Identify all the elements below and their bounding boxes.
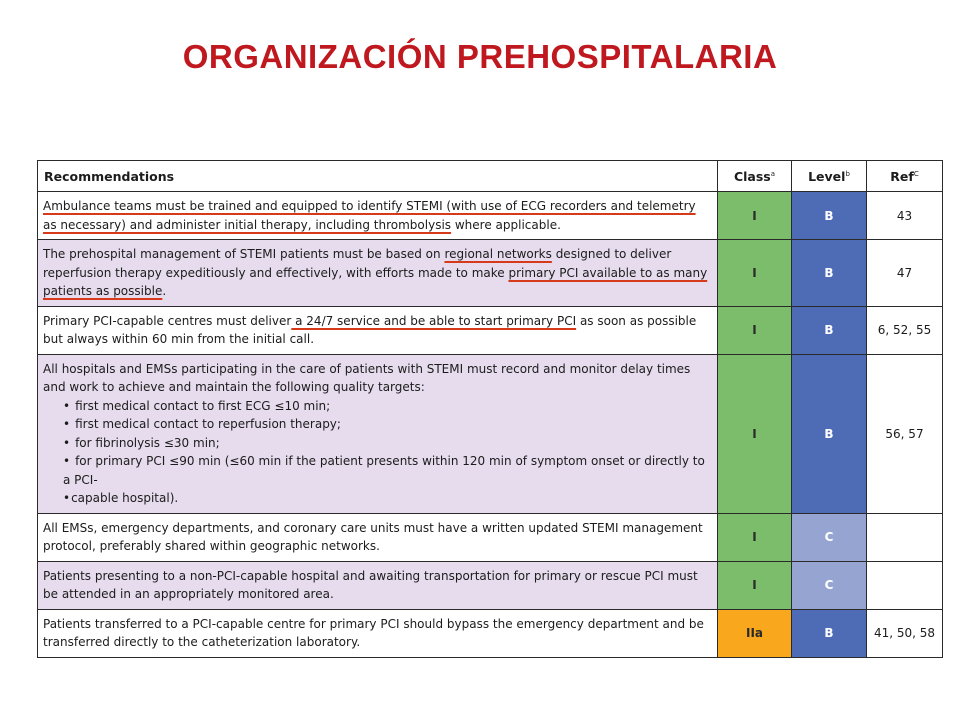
recommendations-table (37, 160, 943, 658)
recommendation-text: Primary PCI-capable centres must deliver a 24/7 service and be able to start primary PCI as soon as possible but always within 60 min from the initial call. (38, 306, 718, 354)
recommendation-text: All EMSs, emergency departments, and coronary care units must have a written updated STEMI management protocol, preferably shared within geographic networks. (38, 513, 718, 561)
header-level: Level$^b$ (792, 161, 867, 192)
recommendation-text: Ambulance teams must be trained and equipped to identify STEMI (with use of ECG recorders and telemetry as necessary) and administer initial therapy, including thrombolysis where applicable. (38, 192, 718, 240)
ref-cell (867, 513, 943, 561)
ref-cell: 43 (867, 192, 943, 240)
underlined-phrase: primary PCI available to as many patients as possible (43, 265, 708, 298)
header-level-footnote: b (845, 169, 850, 178)
table-row (38, 609, 943, 657)
level-cell: B (792, 192, 867, 240)
underlined-phrase: a 24/7 service and be able to start primary PCI (291, 313, 577, 328)
header-recommendations: Recommendations (38, 161, 718, 192)
header-class-footnote: a (770, 169, 776, 178)
level-cell: B (792, 240, 867, 307)
recommendation-text: Patients transferred to a PCI-capable centre for primary PCI should bypass the emergency department and be transferred directly to the catheterization laboratory. (38, 609, 718, 657)
ref-cell (867, 561, 943, 609)
header-class: Class$^a$ (718, 161, 792, 192)
recommendation-text (38, 354, 718, 513)
list-item-continuation: • capable hospital). (63, 489, 711, 508)
level-cell: B (792, 354, 867, 513)
ref-cell: 56, 57 (867, 354, 943, 513)
class-cell: I (718, 513, 792, 561)
quality-targets-intro: All hospitals and EMSs participating in the care of patients with STEMI must record and monitor delay times and work to achieve and maintain the following quality targets: (43, 361, 691, 394)
class-cell: I (718, 240, 792, 307)
ref-cell: 6, 52, 55 (867, 306, 943, 354)
list-item: • for primary PCI ≤90 min (≤60 min if the patient presents within 120 min of symptom onset or directly to a PCI- (63, 452, 711, 489)
class-cell: I (718, 561, 792, 609)
slide-title: ORGANIZACIÓN PREHOSPITALARIA (182, 38, 778, 75)
header-ref: Ref$^C$ (867, 161, 943, 192)
class-cell: I (718, 306, 792, 354)
list-item: • first medical contact to reperfusion therapy; (63, 415, 711, 434)
table-header-row (38, 161, 943, 192)
table-row (38, 306, 943, 354)
ref-cell: 47 (867, 240, 943, 307)
header-ref-footnote: C (913, 169, 919, 178)
quality-targets-list (43, 397, 711, 508)
list-item: • first medical contact to first ECG ≤10 min; (63, 397, 711, 416)
underlined-phrase: regional networks (444, 247, 552, 261)
recommendation-text: Patients presenting to a non-PCI-capable hospital and awaiting transportation for primary or rescue PCI must be attended in an appropriately monitored area. (38, 561, 718, 609)
underlined-phrase: Ambulance teams must be trained and equipped to identify STEMI (with use of ECG recorders and telemetry as necessary) and administer initial therapy, including thrombolysis (43, 199, 696, 232)
level-cell: B (792, 609, 867, 657)
table-row (38, 192, 943, 240)
class-cell: IIa (718, 609, 792, 657)
table-row (38, 513, 943, 561)
level-cell: C (792, 561, 867, 609)
class-cell: I (718, 192, 792, 240)
table-row (38, 354, 943, 513)
table-row (38, 561, 943, 609)
list-item: • for fibrinolysis ≤30 min; (63, 434, 711, 453)
table-row (38, 240, 943, 307)
recommendation-text: The prehospital management of STEMI patients must be based on regional networks designed to deliver reperfusion therapy expeditiously and effectively, with efforts made to make primary PCI available to as many patients as possible. (38, 240, 718, 307)
class-cell: I (718, 354, 792, 513)
level-cell: C (792, 513, 867, 561)
level-cell: B (792, 306, 867, 354)
ref-cell: 41, 50, 58 (867, 609, 943, 657)
